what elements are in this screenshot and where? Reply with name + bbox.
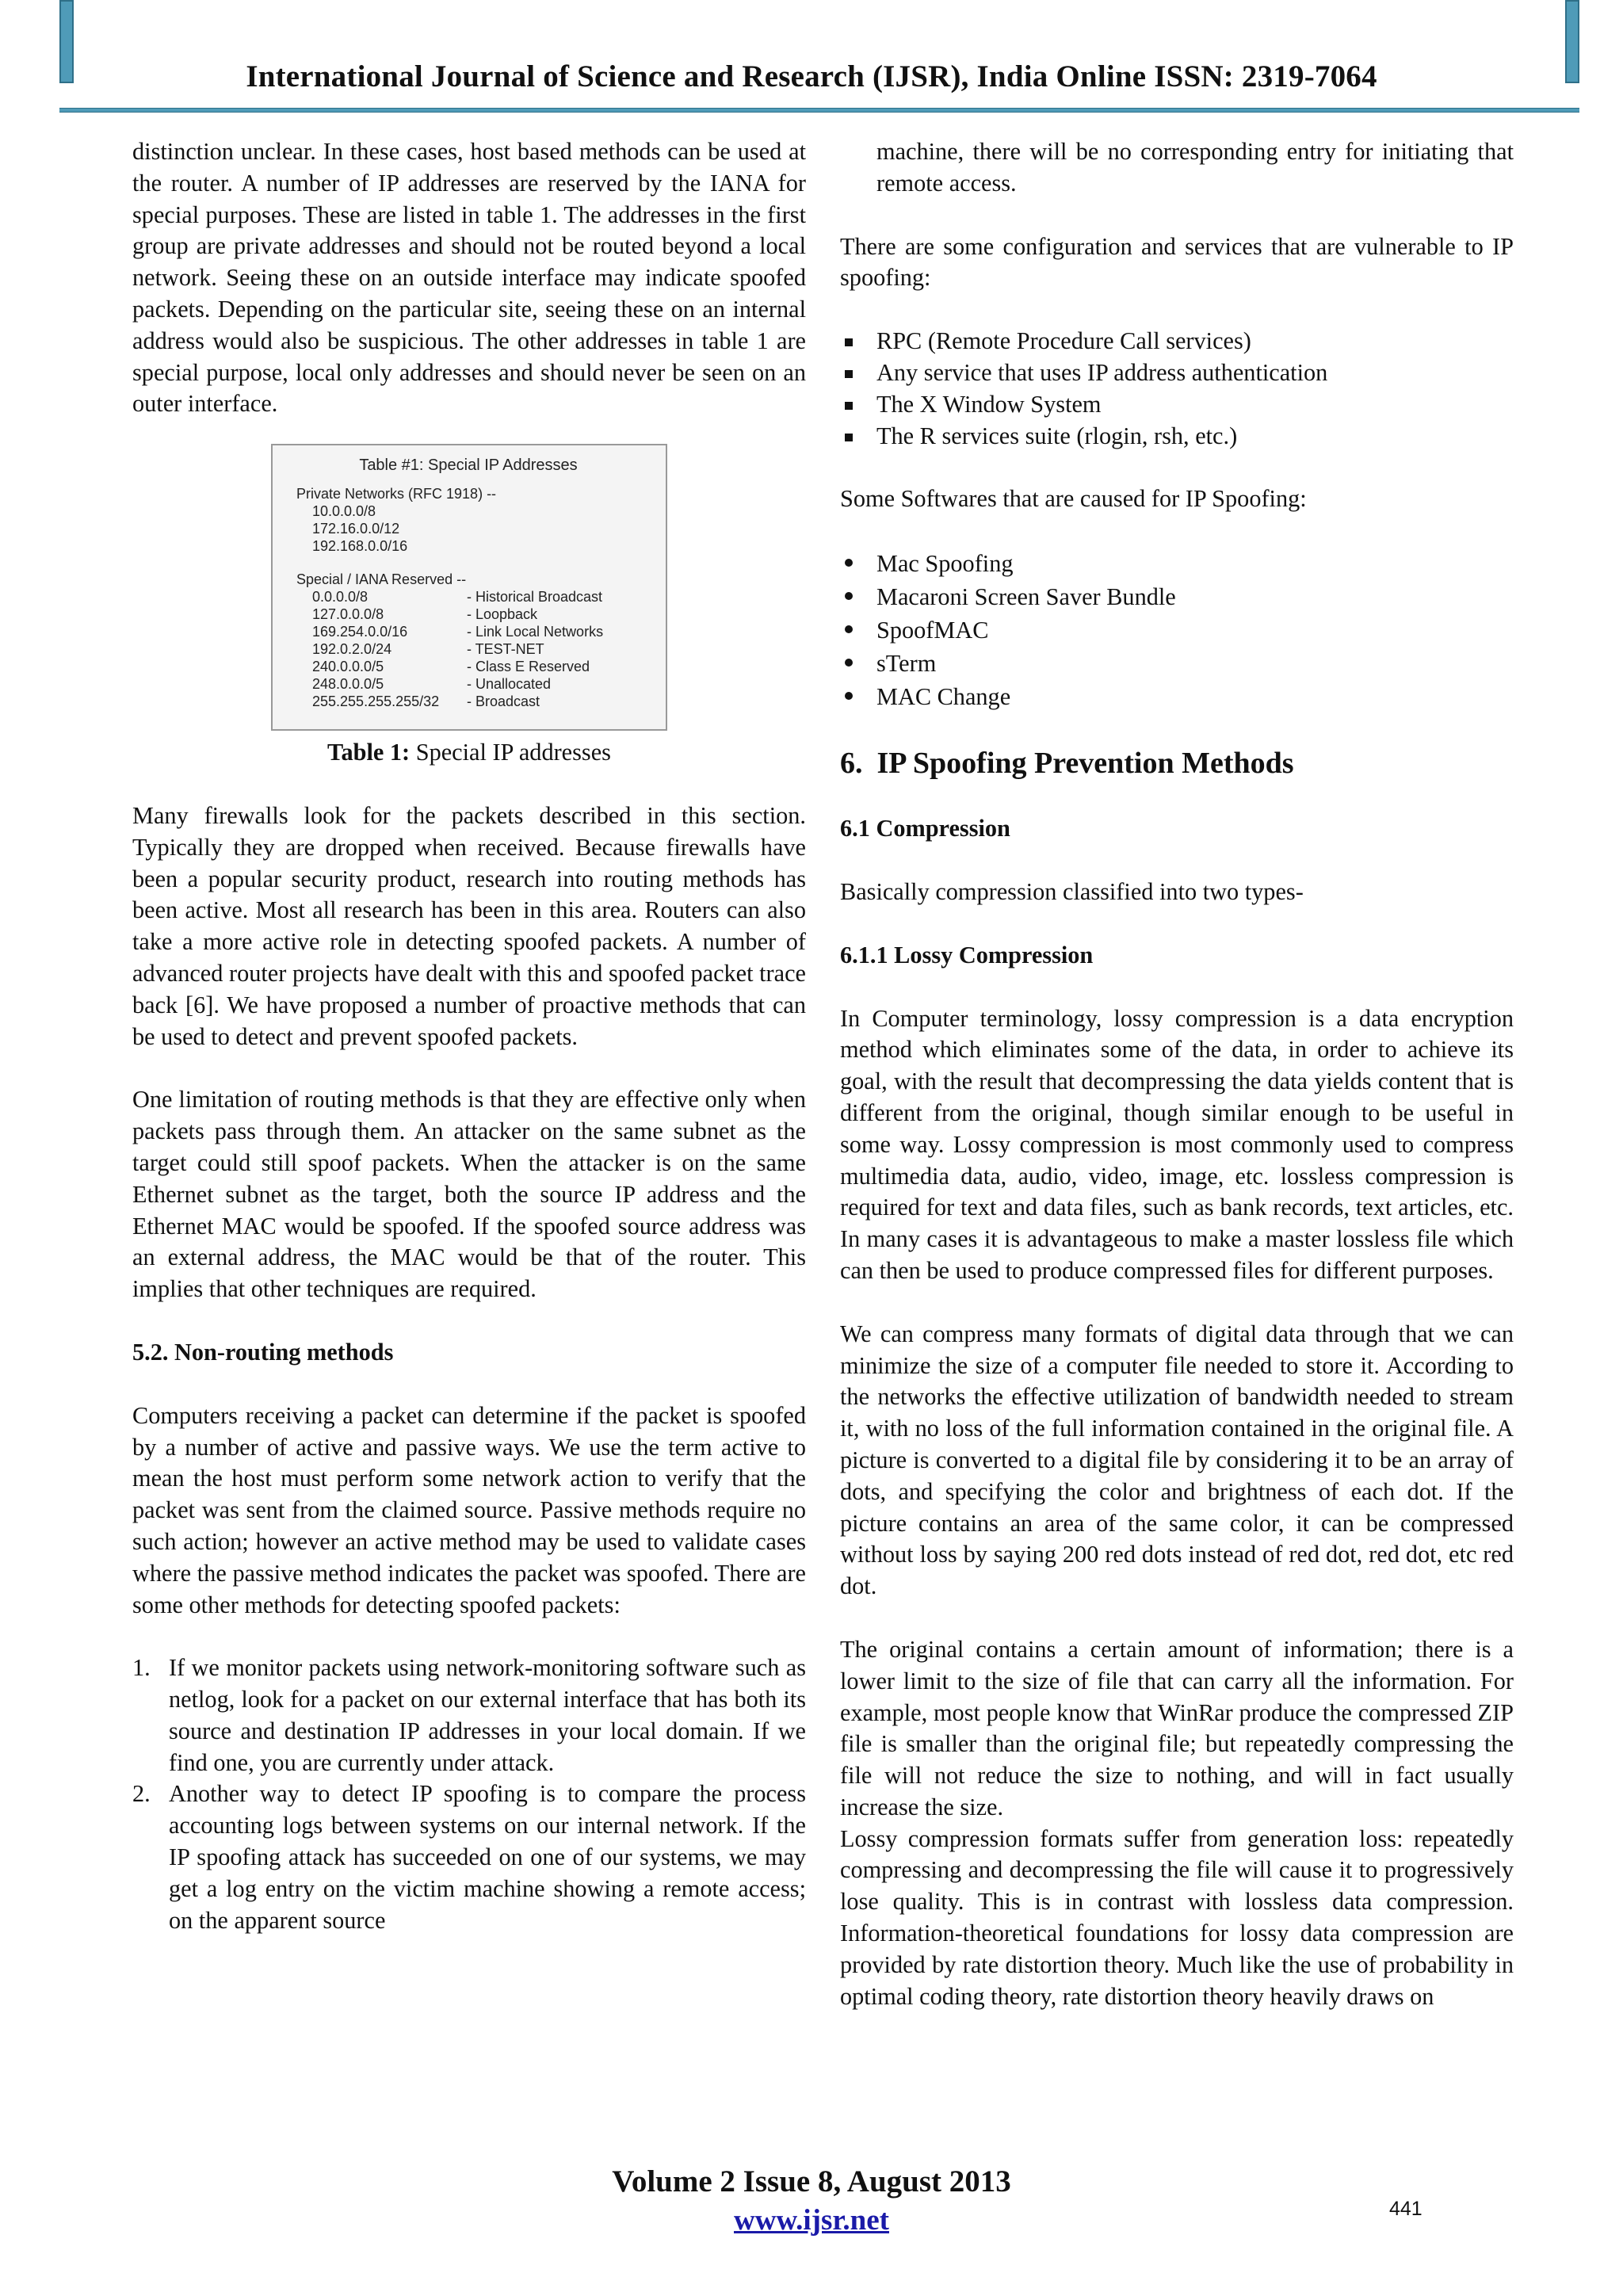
paragraph-host-methods: distinction unclear. In these cases, host based methods can be used at the router. A number of IP addresses are reserved by the IANA for special purposes. These are listed in table 1. The addresses in the first group are private addresses and should not be routed beyond a local network. Seeing these on an outside interface may indicate spoofed packets. Depending on the particular site, seeing these on an internal address would also be suspicious. The other addresses in table 1 are special purpose, local only addresses and should never be seen on an outer interface. <box>132 138 806 418</box>
list-item <box>840 547 1514 580</box>
footer-volume: Volume 2 Issue 8, August 2013 <box>612 2164 1011 2199</box>
table-figure <box>132 444 806 769</box>
list-item-text: RPC (Remote Procedure Call services) <box>876 327 1251 355</box>
square-bullet-icon <box>845 402 853 410</box>
paragraph-firewalls: Many firewalls look for the packets described in this section. Typically they are dropped when received. Because firewalls have been a popular security product, research into routing methods has been active. Most all research has been in this area. Routers can also take a more active role in detecting spoofed packets. A number of advanced router projects have dealt with this and spoofed packet trace back [6]. We have proposed a number of proactive methods that can be used to detect and prevent spoofed packets. <box>132 801 806 1050</box>
section-heading-6-1: 6.1 Compression <box>840 815 1010 842</box>
section-heading-6 <box>840 745 1514 781</box>
special-row <box>296 693 656 710</box>
special-description: - TEST-NET <box>467 641 544 658</box>
list-continuation: machine, there will be no corresponding entry for initiating that remote access. <box>876 138 1514 197</box>
paragraph-generation-loss: Lossy compression formats suffer from generation loss: repeatedly compressing and decompressing the file will cause it to progressively lose quality. This is in contrast with lossless data compression. Information-theoretical foundations for lossy data compression are provided by rate distortion theory. Much like the use of probability in optimal coding theory, rate distortion theory heavily draws on <box>840 1824 1514 2010</box>
table-caption <box>132 737 806 769</box>
section-number: 6. <box>840 747 863 781</box>
special-description: - Historical Broadcast <box>467 589 603 606</box>
round-bullet-icon <box>845 559 853 567</box>
section-heading-6-1-1: 6.1.1 Lossy Compression <box>840 941 1094 968</box>
caption-text: Special IP addresses <box>410 739 611 766</box>
special-description: - Unallocated <box>467 676 552 693</box>
special-description: - Link Local Networks <box>467 624 604 640</box>
list-item-text: SpoofMAC <box>876 617 989 644</box>
list-item-text: MAC Change <box>876 683 1011 711</box>
list-item <box>840 680 1514 713</box>
paragraph-compression-types: Basically compression classified into two types- <box>840 877 1304 905</box>
section-heading-5-2: 5.2. Non-routing methods <box>132 1338 394 1366</box>
private-address: 172.16.0.0/12 <box>312 521 400 537</box>
special-row <box>296 658 656 675</box>
special-address: 0.0.0.0/8 <box>312 589 369 606</box>
private-networks-group <box>296 485 656 555</box>
page-number: 441 <box>1389 2198 1423 2220</box>
paragraph-vulnerable-services: There are some configuration and services that are vulnerable to IP spoofing: <box>840 232 1514 292</box>
paragraph-information-limit: The original contains a certain amount of information; there is a lower limit to the size of file that can carry all the information. For example, most people know that WinRar produce the compressed ZIP file is smaller than the original file; but repeatedly compressing the file will not reduce the size to nothing, and will in fact usually increase the size. <box>840 1635 1514 1820</box>
list-item <box>840 421 1514 453</box>
special-row <box>296 606 656 623</box>
special-address: 248.0.0.0/5 <box>312 676 384 693</box>
section-title: IP Spoofing Prevention Methods <box>876 747 1294 781</box>
header-rule <box>59 108 1579 113</box>
private-address: 10.0.0.0/8 <box>312 503 376 520</box>
special-description: - Class E Reserved <box>467 659 590 675</box>
special-heading: Special / IANA Reserved -- <box>296 571 467 588</box>
left-column <box>132 136 806 1968</box>
private-heading: Private Networks (RFC 1918) -- <box>296 486 497 502</box>
special-address: 240.0.0.0/5 <box>312 659 384 675</box>
list-item-text: sTerm <box>876 650 937 678</box>
list-number: 2. <box>132 1780 151 1808</box>
right-column <box>840 136 1514 2012</box>
round-bullet-icon <box>845 625 853 633</box>
paragraph-routing-limitation: One limitation of routing methods is that they are effective only when packets pass through them. An attacker on the same subnet as the target could still spoof packets. When the attacker is on the same Ethernet subnet as the target, both the source IP address and the Ethernet MAC would be spoofed. If the spoofed source address was an external address, the MAC would be that of the router. This implies that other techniques are required. <box>132 1086 806 1303</box>
footer-website-link[interactable]: www.ijsr.net <box>734 2204 889 2237</box>
special-address: 255.255.255.255/32 <box>312 693 440 710</box>
list-item <box>132 1778 806 1936</box>
special-row <box>296 640 656 658</box>
paragraph-digital-data: We can compress many formats of digital data through that we can minimize the size of a computer file needed to store it. According to the networks the effective utilization of bandwidth needed to stream it, with no loss of the full information contained in the original file. A picture is converted to a digital file by considering it to be an array of dots, and specifying the color and brightness of each dot. If the picture contains an area of the same color, it can be compressed without loss by saying 200 red dots instead of red dot, red dot, etc red dot. <box>840 1320 1514 1600</box>
square-bullet-icon <box>845 370 853 378</box>
list-item-text: Another way to detect IP spoofing is to compare the process accounting logs between systems on our internal network. If the IP spoofing attack has succeeded on one of our systems, we may get a log entry on the victim machine showing a remote access; on the apparent source <box>169 1780 806 1934</box>
detection-methods-list <box>132 1652 806 1936</box>
list-item <box>840 580 1514 613</box>
list-item-text: The R services suite (rlogin, rsh, etc.) <box>876 422 1238 449</box>
paragraph-lossy-definition: In Computer terminology, lossy compression is a data encryption method which eliminates some of the data, in order to achieve its goal, with the result that decompressing the data yields content that is different from the original, though similar enough to be useful in some way. Lossy compression is most commonly used to compress multimedia data, audio, video, image, etc. lossless compression is required for text and data files, such as bank records, text articles, etc. In many cases it is advantageous to make a master lossless file which can then be used to produce compressed files for different purposes. <box>840 1004 1514 1284</box>
special-description: - Broadcast <box>467 693 540 710</box>
list-item <box>840 613 1514 647</box>
list-item-text: If we monitor packets using network-monitoring software such as netlog, look for a packet on our external interface that has both its source and destination IP addresses in your local domain. If we find one, you are currently under attack. <box>169 1654 806 1776</box>
special-row <box>296 675 656 693</box>
private-address: 192.168.0.0/16 <box>312 538 408 555</box>
list-number: 1. <box>132 1654 151 1682</box>
special-address: 192.0.2.0/24 <box>312 641 392 658</box>
list-item <box>132 1652 806 1778</box>
special-ip-table-image <box>271 444 667 731</box>
paragraph-softwares: Some Softwares that are caused for IP Spoofing: <box>840 485 1307 513</box>
software-list <box>840 547 1514 713</box>
special-address: 169.254.0.0/16 <box>312 624 408 640</box>
list-item <box>840 647 1514 680</box>
round-bullet-icon <box>845 692 853 700</box>
special-row <box>296 623 656 640</box>
caption-label: Table 1: <box>327 739 411 766</box>
list-item <box>840 357 1514 389</box>
table-title: Table #1: Special IP Addresses <box>359 457 578 475</box>
special-reserved-group <box>296 571 656 710</box>
square-bullet-icon <box>845 434 853 441</box>
list-item <box>840 326 1514 357</box>
list-item <box>840 389 1514 421</box>
round-bullet-icon <box>845 592 853 600</box>
vulnerable-services-list <box>840 326 1514 452</box>
square-bullet-icon <box>845 338 853 346</box>
round-bullet-icon <box>845 659 853 667</box>
special-description: - Loopback <box>467 606 538 623</box>
paragraph-non-routing: Computers receiving a packet can determine if the packet is spoofed by a number of active and passive ways. We use the term active to mean the host must perform some network action to verify that the packet was sent from the claimed source. Passive methods require no such action; however an active method may be used to validate cases where the passive method indicates the packet was spoofed. There are some other methods for detecting spoofed packets: <box>132 1401 806 1618</box>
list-item-text: Mac Spoofing <box>876 550 1014 578</box>
list-item-text: Any service that uses IP address authentication <box>876 358 1328 386</box>
special-address: 127.0.0.0/8 <box>312 606 384 623</box>
journal-title: International Journal of Science and Research (IJSR), India Online ISSN: 2319-7064 <box>246 59 1377 94</box>
list-item-text: Macaroni Screen Saver Bundle <box>876 583 1176 611</box>
special-row <box>296 588 656 606</box>
list-item-text: The X Window System <box>876 390 1102 418</box>
